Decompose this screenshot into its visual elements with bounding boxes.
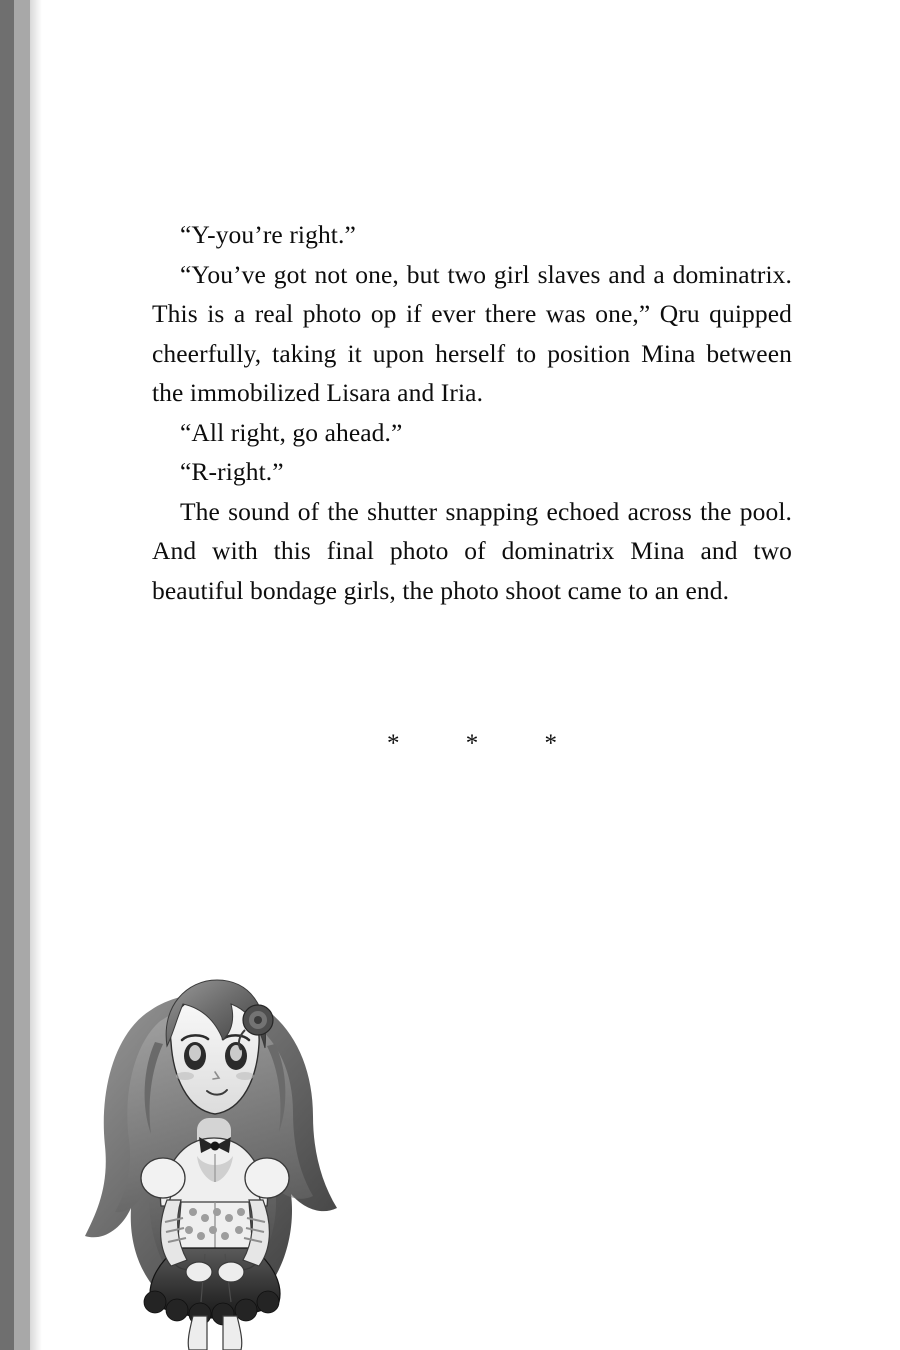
paragraph: “All right, go ahead.” [180,417,403,447]
bodice-shape [177,1202,253,1250]
page-text-block [152,215,792,610]
scene-break-marker: * * * [387,730,587,757]
page-gutter-fade [30,0,42,1350]
paragraph: “R-right.” [180,457,284,486]
page-gutter-shadow [0,0,14,1350]
paragraph: “Y-you’re right.” [180,220,356,249]
chapter-illustration [55,950,375,1350]
paragraph: The sound of the shutter snapping echoed across the pool. And with this final photo of dominatrix Mina and two beautiful bondage girls, the photo shoot came to an end. [152,496,792,605]
page-gutter-midtone [14,0,30,1350]
paragraph: “You’ve got not one, but two girl slaves and a dominatrix. This is a real photo op if ever there was one,” Qru quipped cheerfully, taking it upon herself to position Mina between the immobilized Lisara and Iria. [152,259,792,407]
